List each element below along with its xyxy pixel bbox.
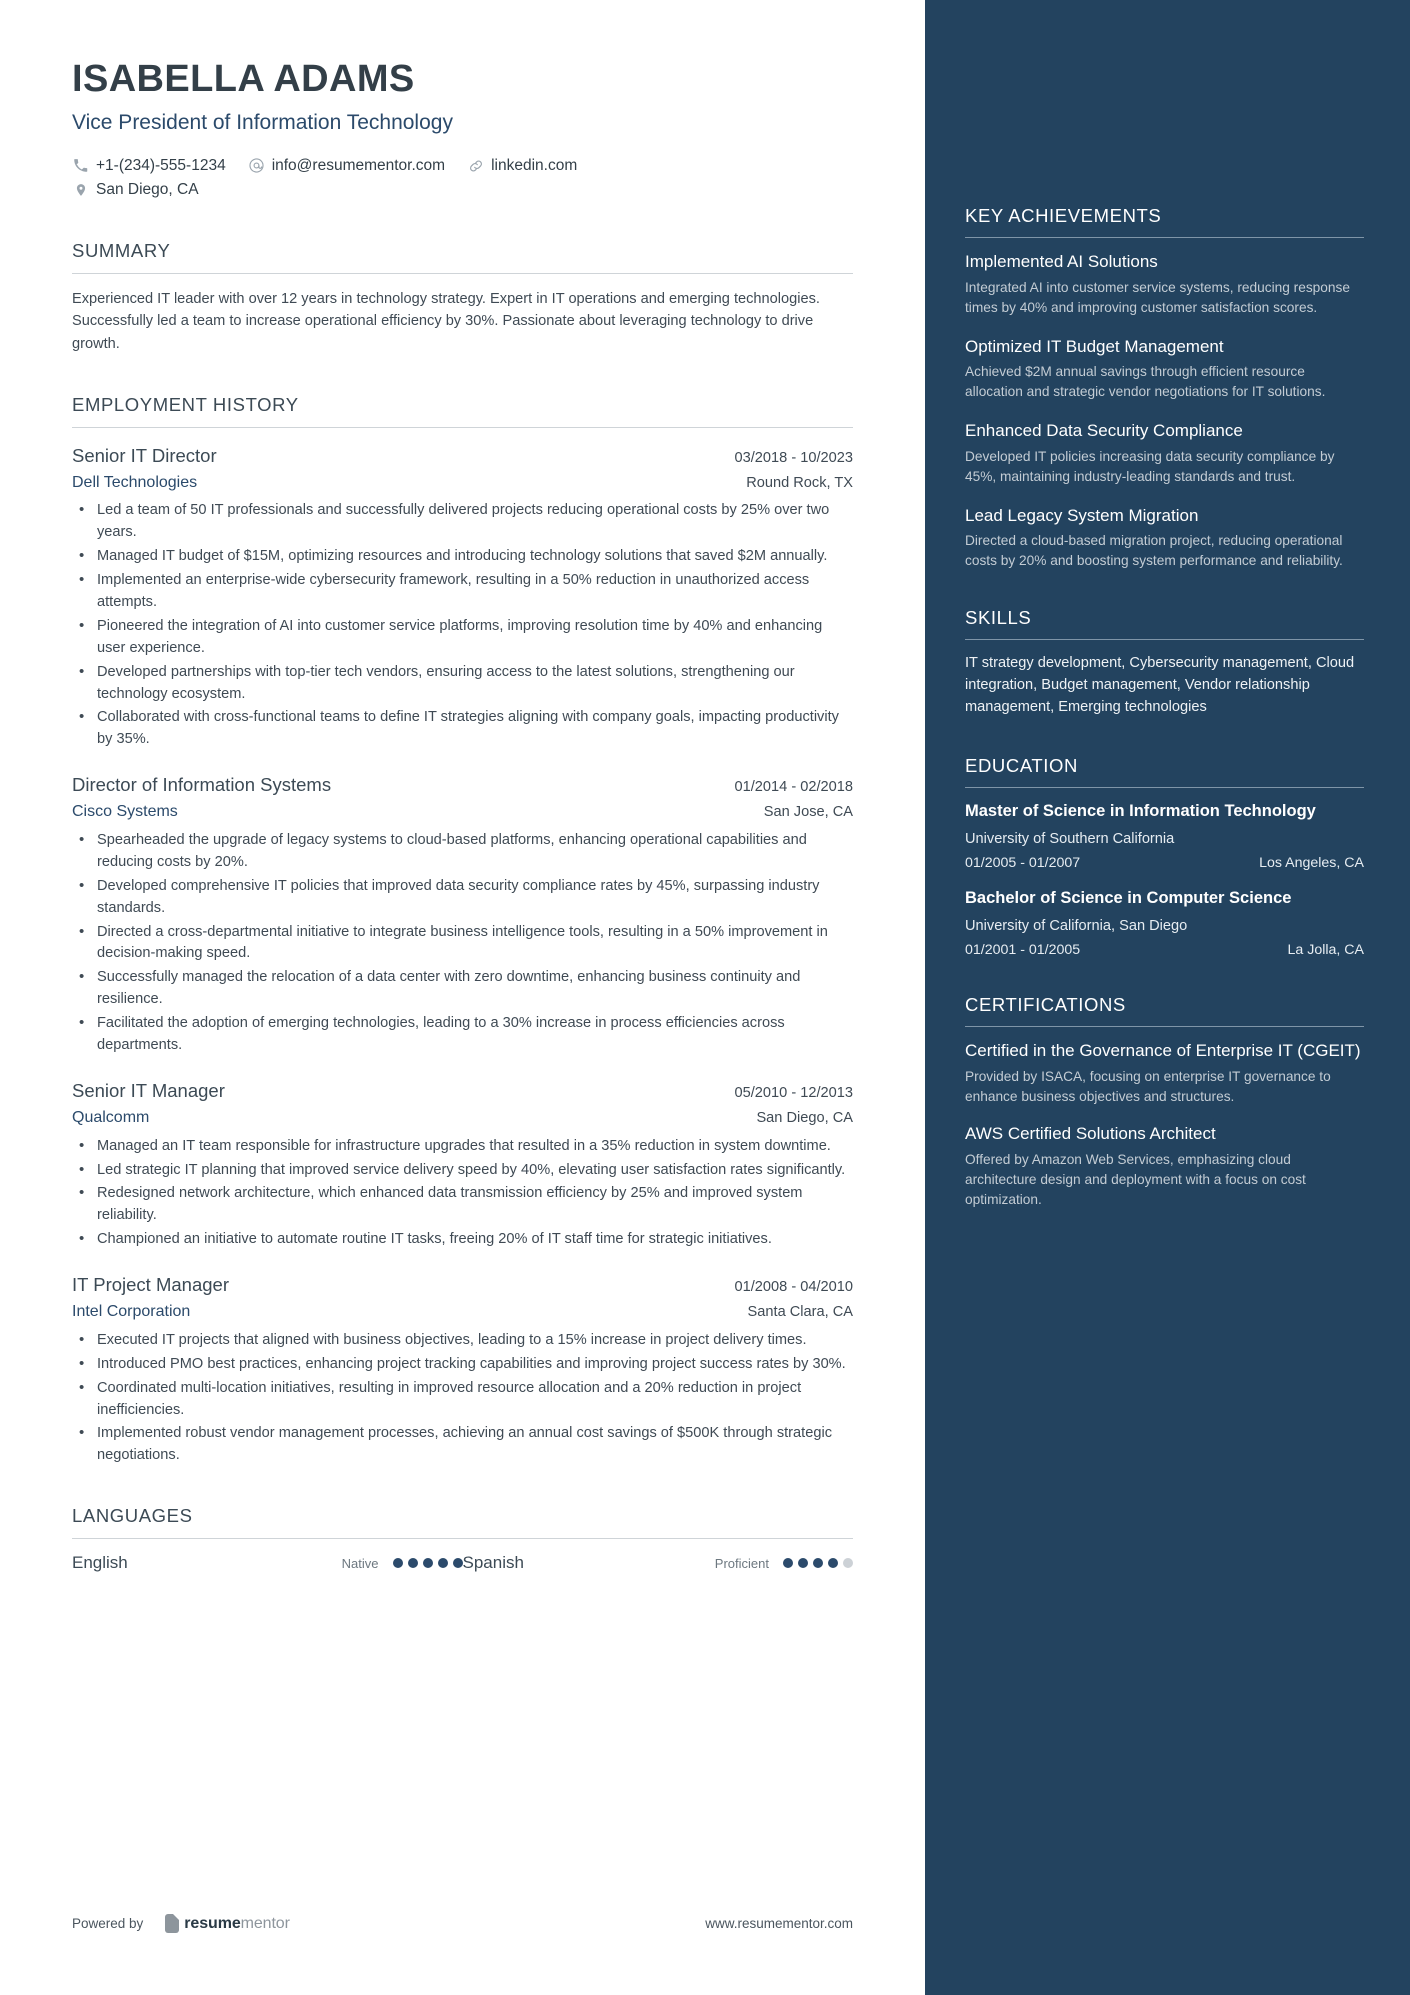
powered-by-label: Powered by	[72, 1916, 144, 1931]
language-level-dot	[438, 1558, 448, 1568]
employment-bullet: • Redesigned network architecture, which enhanced data transmission efficiency by 25% and improved system reliability.	[72, 1183, 853, 1227]
logo-text-light: mentor	[240, 1914, 290, 1932]
contact-line-primary	[72, 154, 853, 178]
achievement-description: Developed IT policies increasing data security compliance by 45%, maintaining industry-leading standards and trust.	[965, 448, 1335, 484]
employment-bullet: • Introduced PMO best practices, enhancing project tracking capabilities and improving project success rates by 30%.	[72, 1354, 853, 1376]
summary-text: Experienced IT leader with over 12 years in technology strategy. Expert in IT operations and emerging technologies. Successfully led a team to increase operational efficiency by 30%. Passionate about leveraging technology to drive growth.	[72, 290, 820, 353]
employment-entry-subheader	[72, 1302, 853, 1323]
employment-bullet: • Managed IT budget of $15M, optimizing resources and introducing technology solutions that saved $2M annually.	[72, 546, 853, 568]
languages-list	[72, 1553, 853, 1573]
certification-item	[965, 1123, 1364, 1210]
employment-entry	[72, 1079, 853, 1251]
employment-bullet: • Facilitated the adoption of emerging technologies, leading to a 30% increase in process efficiencies across departments.	[72, 1013, 853, 1057]
education-dates: 01/2005 - 01/2007	[965, 855, 1081, 872]
logo-text-bold: resume	[184, 1914, 241, 1932]
employment-role: Senior IT Director	[72, 444, 217, 466]
achievement-item	[965, 420, 1364, 487]
language-level-dot	[843, 1558, 853, 1568]
certification-description: Provided by ISACA, focusing on enterprise IT governance to enhance business objectives and structures.	[965, 1069, 1331, 1105]
employment-bullet: • Directed a cross-departmental initiative to integrate business intelligence tools, resulting in a 50% improvement in decision-making speed.	[72, 922, 853, 966]
languages-divider	[72, 1538, 853, 1539]
achievement-title: Implemented AI Solutions	[965, 252, 1158, 271]
employment-bullet: • Executed IT projects that aligned with business objectives, leading to a 15% increase in project delivery times.	[72, 1330, 853, 1352]
achievements-divider	[965, 237, 1364, 238]
achievement-description: Achieved $2M annual savings through efficient resource allocation and strategic vendor negotiations for IT solutions.	[965, 364, 1326, 400]
employment-bullet: • Managed an IT team responsible for infrastructure upgrades that resulted in a 35% reduction in system downtime.	[72, 1136, 853, 1158]
skills-section	[965, 607, 1364, 719]
employment-bullet: • Led strategic IT planning that improved service delivery speed by 40%, elevating user satisfaction rates significantly.	[72, 1160, 853, 1182]
education-list	[965, 801, 1364, 958]
language-item	[463, 1553, 854, 1573]
employment-entry	[72, 773, 853, 1057]
education-school: University of California, San Diego	[965, 918, 1188, 935]
language-level-dot	[453, 1558, 463, 1568]
logo-text	[184, 1915, 290, 1933]
achievement-description: Integrated AI into customer service systems, reducing response times by 40% and improving customer satisfaction scores.	[965, 279, 1350, 315]
employment-role: Senior IT Manager	[72, 1079, 225, 1101]
achievement-title: Enhanced Data Security Compliance	[965, 421, 1243, 441]
achievements-section	[965, 205, 1364, 571]
language-level-dot	[798, 1558, 808, 1568]
contact-location-text: San Diego, CA	[96, 180, 199, 198]
language-level-dot	[423, 1558, 433, 1568]
employment-entry	[72, 444, 853, 752]
employment-dates: 01/2014 - 02/2018	[734, 779, 853, 796]
employment-bullet: • Developed partnerships with top-tier tech vendors, ensuring access to the latest solutions, strengthening our technology ecosystem.	[72, 662, 853, 706]
contact-linkedin[interactable]	[467, 154, 577, 178]
employment-bullet: • Pioneered the integration of AI into customer service platforms, improving resolution time by 40% and enhancing user experience.	[72, 616, 853, 660]
employment-bullet: • Successfully managed the relocation of a data center with zero downtime, enhancing business continuity and resilience.	[72, 967, 853, 1011]
certifications-divider	[965, 1026, 1364, 1027]
page-title: ISABELLA ADAMS	[72, 58, 415, 100]
employment-entry-header	[72, 1273, 853, 1298]
skills-heading: SKILLS	[965, 607, 1032, 629]
language-level-dot	[408, 1558, 418, 1568]
summary-heading: SUMMARY	[72, 239, 171, 261]
education-divider	[965, 787, 1364, 788]
employment-entry-header	[72, 1079, 853, 1104]
contact-info	[72, 154, 853, 202]
employment-bullets	[72, 500, 853, 751]
education-degree: Master of Science in Information Technology	[965, 802, 1316, 821]
achievement-title: Lead Legacy System Migration	[965, 505, 1199, 525]
education-section	[965, 755, 1364, 958]
language-level-dot	[393, 1558, 403, 1568]
employment-location: Round Rock, TX	[746, 474, 853, 491]
employment-location: San Jose, CA	[763, 804, 853, 821]
employment-dates: 03/2018 - 10/2023	[734, 449, 853, 466]
achievement-title: Optimized IT Budget Management	[965, 336, 1224, 356]
contact-line-location	[72, 178, 853, 202]
employment-role: IT Project Manager	[72, 1274, 229, 1296]
contact-phone-text: +1-(234)-555-1234	[96, 156, 226, 174]
powered-by-block	[72, 1914, 290, 1933]
education-meta	[965, 855, 1364, 871]
summary-divider	[72, 273, 853, 274]
education-meta	[965, 942, 1364, 958]
employment-company: Intel Corporation	[72, 1303, 191, 1321]
achievement-description: Directed a cloud-based migration project, reducing operational costs by 20% and boosting system performance and reliability.	[965, 533, 1343, 569]
certifications-section	[965, 994, 1364, 1209]
employment-bullets	[72, 1136, 853, 1251]
language-level-dots	[783, 1558, 853, 1568]
languages-heading: LANGUAGES	[72, 1505, 193, 1527]
summary-section	[72, 240, 853, 356]
contact-phone[interactable]	[72, 154, 226, 178]
footer	[72, 1914, 853, 1933]
employment-entry-subheader	[72, 1108, 853, 1129]
language-level-label: Proficient	[714, 1555, 769, 1571]
employment-entry-header	[72, 773, 853, 798]
certification-item	[965, 1040, 1364, 1107]
employment-bullet: • Collaborated with cross-functional teams to define IT strategies aligning with company goals, impacting productivity by 35%.	[72, 707, 853, 751]
certification-description: Offered by Amazon Web Services, emphasizing cloud architecture design and deployment with a focus on cost optimization.	[965, 1151, 1306, 1207]
employment-role: Director of Information Systems	[72, 774, 332, 796]
employment-entry-subheader	[72, 802, 853, 823]
certifications-list	[965, 1040, 1364, 1209]
employment-bullet: • Developed comprehensive IT policies that improved data security compliance rates by 45%, surpassing industry standards.	[72, 876, 853, 920]
certification-title: Certified in the Governance of Enterprise IT (CGEIT)	[965, 1041, 1361, 1061]
language-level-dot	[783, 1558, 793, 1568]
contact-location	[72, 178, 199, 202]
employment-entry	[72, 1273, 853, 1467]
education-school: University of Southern California	[965, 830, 1175, 847]
footer-url[interactable]: www.resumementor.com	[705, 1916, 853, 1931]
sidebar	[925, 0, 1410, 1995]
employment-entry-subheader	[72, 473, 853, 494]
education-degree: Bachelor of Science in Computer Science	[965, 889, 1292, 908]
employment-company: Dell Technologies	[72, 473, 198, 491]
achievements-list	[965, 251, 1364, 571]
education-item	[965, 801, 1364, 871]
employment-entry-header	[72, 444, 853, 469]
education-item	[965, 888, 1364, 958]
education-location: Los Angeles, CA	[1259, 855, 1364, 872]
achievements-heading: KEY ACHIEVEMENTS	[965, 205, 1162, 226]
phone-icon	[72, 157, 89, 174]
link-icon	[467, 157, 484, 174]
languages-section	[72, 1505, 853, 1573]
achievement-item	[965, 505, 1364, 572]
employment-dates: 05/2010 - 12/2013	[734, 1084, 853, 1101]
employment-dates: 01/2008 - 04/2010	[734, 1279, 853, 1296]
employment-location: San Diego, CA	[756, 1109, 853, 1126]
employment-bullet: • Implemented an enterprise-wide cybersecurity framework, resulting in a 50% reduction in unauthorized access attempts.	[72, 570, 853, 614]
language-item	[72, 1553, 463, 1573]
header-job-title: Vice President of Information Technology	[72, 110, 453, 134]
language-name: English	[72, 1553, 128, 1573]
language-level-dot	[828, 1558, 838, 1568]
education-dates: 01/2001 - 01/2005	[965, 942, 1081, 959]
employment-company: Cisco Systems	[72, 803, 178, 821]
language-level-dots	[393, 1558, 463, 1568]
employment-bullet: • Led a team of 50 IT professionals and successfully delivered projects reducing operational costs by 25% over two years.	[72, 500, 853, 544]
employment-bullet: • Implemented robust vendor management processes, achieving an annual cost savings of $500K through strategic negotiations.	[72, 1423, 853, 1467]
achievement-item	[965, 251, 1364, 318]
language-level-label: Native	[341, 1555, 379, 1571]
employment-bullets	[72, 1330, 853, 1467]
employment-bullets	[72, 830, 853, 1057]
achievement-item	[965, 336, 1364, 403]
employment-list	[72, 444, 853, 1468]
language-name: Spanish	[462, 1553, 524, 1573]
contact-linkedin-text: linkedin.com	[491, 156, 578, 174]
resumementor-logo	[165, 1914, 290, 1933]
employment-section	[72, 394, 853, 1468]
email-icon	[248, 157, 265, 174]
employment-bullet: • Coordinated multi-location initiatives, resulting in improved resource allocation and a 20% reduction in project inefficiencies.	[72, 1378, 853, 1422]
education-location: La Jolla, CA	[1287, 942, 1364, 959]
employment-bullet: • Championed an initiative to automate routine IT tasks, freeing 20% of IT staff time for strategic initiatives.	[72, 1229, 853, 1251]
certifications-heading: CERTIFICATIONS	[965, 994, 1126, 1016]
employment-company: Qualcomm	[72, 1108, 150, 1126]
employment-divider	[72, 427, 853, 428]
employment-bullet: • Spearheaded the upgrade of legacy systems to cloud-based platforms, enhancing operational capabilities and reducing costs by 20%.	[72, 830, 853, 874]
contact-email[interactable]	[248, 154, 445, 178]
location-pin-icon	[72, 181, 89, 198]
certification-title: AWS Certified Solutions Architect	[965, 1124, 1216, 1144]
skills-divider	[965, 639, 1364, 640]
employment-location: Santa Clara, CA	[747, 1304, 853, 1321]
skills-text: IT strategy development, Cybersecurity management, Cloud integration, Budget management, Vendor relationship management, Emerging technologies	[965, 655, 1355, 716]
logo-mark-icon	[165, 1914, 179, 1933]
contact-email-text: info@resumementor.com	[271, 156, 446, 174]
education-heading: EDUCATION	[965, 755, 1078, 777]
language-level-dot	[813, 1558, 823, 1568]
employment-heading: EMPLOYMENT HISTORY	[72, 393, 299, 415]
